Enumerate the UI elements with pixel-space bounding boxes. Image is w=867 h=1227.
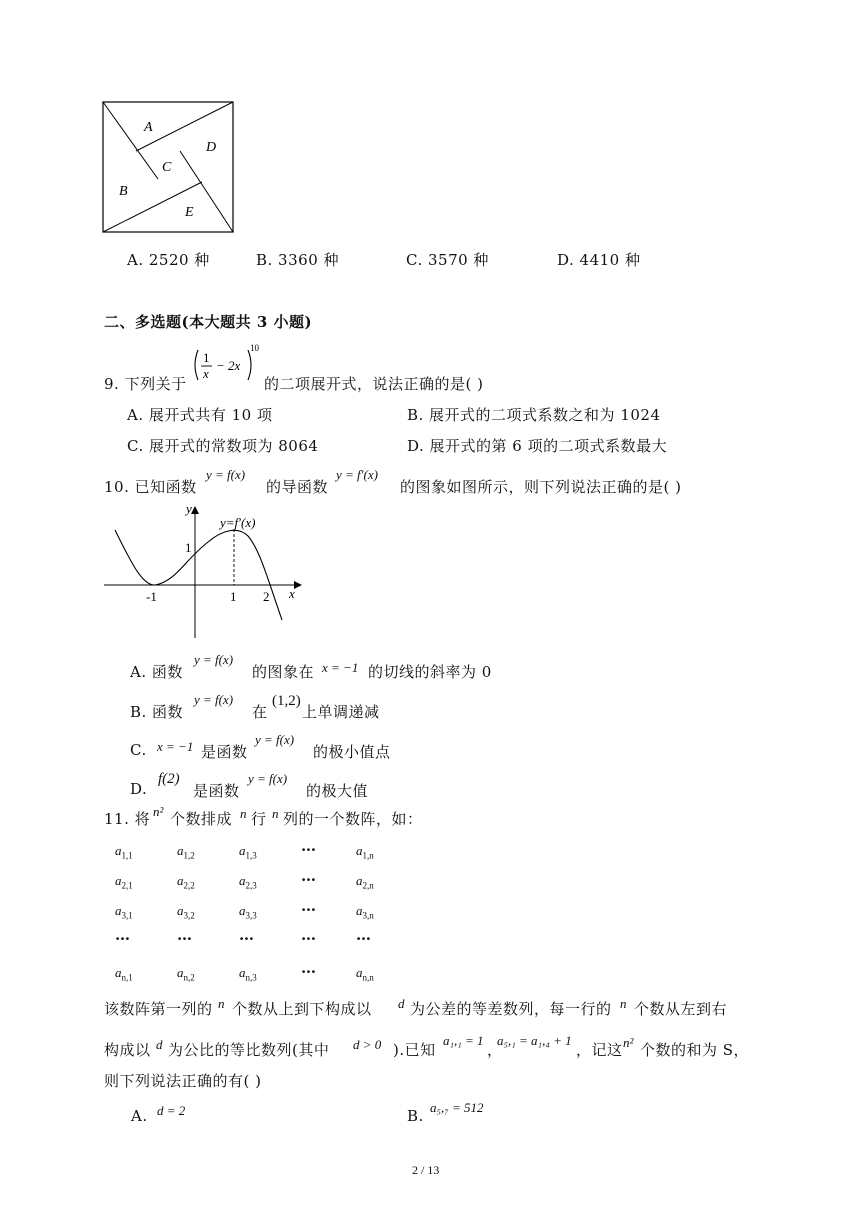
q10-c-label: C. bbox=[130, 741, 147, 759]
matrix-cell: $a_{1,1}$ bbox=[115, 843, 133, 861]
matrix-cell: … bbox=[177, 926, 193, 944]
q9-prefix: 9. 下列关于 bbox=[104, 375, 187, 393]
derivative-graph bbox=[100, 500, 310, 640]
matrix-cell: … bbox=[356, 926, 372, 944]
label-b: B bbox=[119, 184, 128, 199]
svg-text:1: 1 bbox=[203, 350, 210, 365]
svg-text:x: x bbox=[289, 586, 295, 601]
matrix-cell: $a_{n,3}$ bbox=[239, 965, 257, 983]
matrix-cell: $a_{2,n}$ bbox=[356, 873, 374, 891]
q10-suffix: 的图象如图所示，则下列说法正确的是( ) bbox=[400, 478, 682, 496]
matrix-cell: $a_{3,n}$ bbox=[356, 903, 374, 921]
svg-text:− 2x: − 2x bbox=[216, 358, 241, 373]
matrix-cell: $a_{3,3}$ bbox=[239, 903, 257, 921]
page-number: 2 / 13 bbox=[412, 1163, 440, 1177]
svg-text:y: y bbox=[186, 501, 192, 516]
matrix-cell: … bbox=[301, 867, 317, 885]
svg-text:1: 1 bbox=[230, 589, 237, 604]
q10-f: y = f(x) bbox=[206, 467, 246, 482]
label-a: A bbox=[144, 120, 153, 135]
square-figure bbox=[100, 99, 240, 237]
matrix-cell: $a_{2,3}$ bbox=[239, 873, 257, 891]
matrix-cell: $a_{1,n}$ bbox=[356, 843, 374, 861]
q11-option-a: A. bbox=[131, 1107, 148, 1125]
matrix-cell: … bbox=[301, 837, 317, 855]
q8-option-c: C. 3570 种 bbox=[406, 251, 489, 269]
label-c: C bbox=[162, 160, 172, 175]
q9-option-d: D. 展开式的第 6 项的二项式系数最大 bbox=[407, 437, 668, 455]
svg-text:2: 2 bbox=[263, 589, 270, 604]
q10-fprime: y = f′(x) bbox=[336, 467, 378, 482]
q9-option-c: C. 展开式的常数项为 8064 bbox=[127, 437, 319, 455]
matrix-cell: … bbox=[301, 926, 317, 944]
svg-text:10: 10 bbox=[250, 343, 259, 353]
matrix-cell: … bbox=[239, 926, 255, 944]
matrix-cell: … bbox=[115, 926, 131, 944]
matrix-cell: $a_{n,n}$ bbox=[356, 965, 374, 983]
section-title: 二、多选题(本大题共 3 小题) bbox=[104, 313, 313, 331]
svg-text:y=f′(x): y=f′(x) bbox=[220, 515, 256, 530]
q8-option-b: B. 3360 种 bbox=[256, 251, 340, 269]
matrix-cell: $a_{3,2}$ bbox=[177, 903, 195, 921]
svg-text:x: x bbox=[203, 366, 209, 381]
matrix-cell: $a_{3,1}$ bbox=[115, 903, 133, 921]
q10-mid: 的导函数 bbox=[266, 478, 329, 496]
q10-b-label: B. 函数 bbox=[130, 703, 184, 721]
matrix-cell: $a_{n,2}$ bbox=[177, 965, 195, 983]
q9-expression bbox=[190, 340, 262, 390]
q11-option-b: B. bbox=[407, 1107, 424, 1125]
q9-suffix: 的二项展开式，说法正确的是( ) bbox=[264, 375, 484, 393]
q11-p1: 11. 将 bbox=[104, 810, 151, 828]
q10-a-label: A. 函数 bbox=[130, 663, 183, 681]
label-d: D bbox=[206, 140, 217, 155]
q9-option-b: B. 展开式的二项式系数之和为 1024 bbox=[407, 406, 661, 424]
svg-text:1: 1 bbox=[185, 540, 192, 555]
matrix-cell: $a_{n,1}$ bbox=[115, 965, 133, 983]
q8-option-a: A. 2520 种 bbox=[127, 251, 210, 269]
q9-option-a: A. 展开式共有 10 项 bbox=[127, 406, 273, 424]
q10-d-label: D. bbox=[130, 780, 148, 798]
svg-text:-1: -1 bbox=[146, 589, 157, 604]
matrix-cell: … bbox=[301, 959, 317, 977]
matrix-cell: $a_{2,2}$ bbox=[177, 873, 195, 891]
q10-prefix: 10. 已知函数 bbox=[104, 478, 197, 496]
matrix-cell: $a_{2,1}$ bbox=[115, 873, 133, 891]
matrix-cell: $a_{1,3}$ bbox=[239, 843, 257, 861]
matrix-cell: $a_{1,2}$ bbox=[177, 843, 195, 861]
derivative-curve bbox=[115, 530, 282, 620]
q8-option-d: D. 4410 种 bbox=[557, 251, 641, 269]
matrix-cell: … bbox=[301, 897, 317, 915]
label-e: E bbox=[185, 205, 194, 220]
